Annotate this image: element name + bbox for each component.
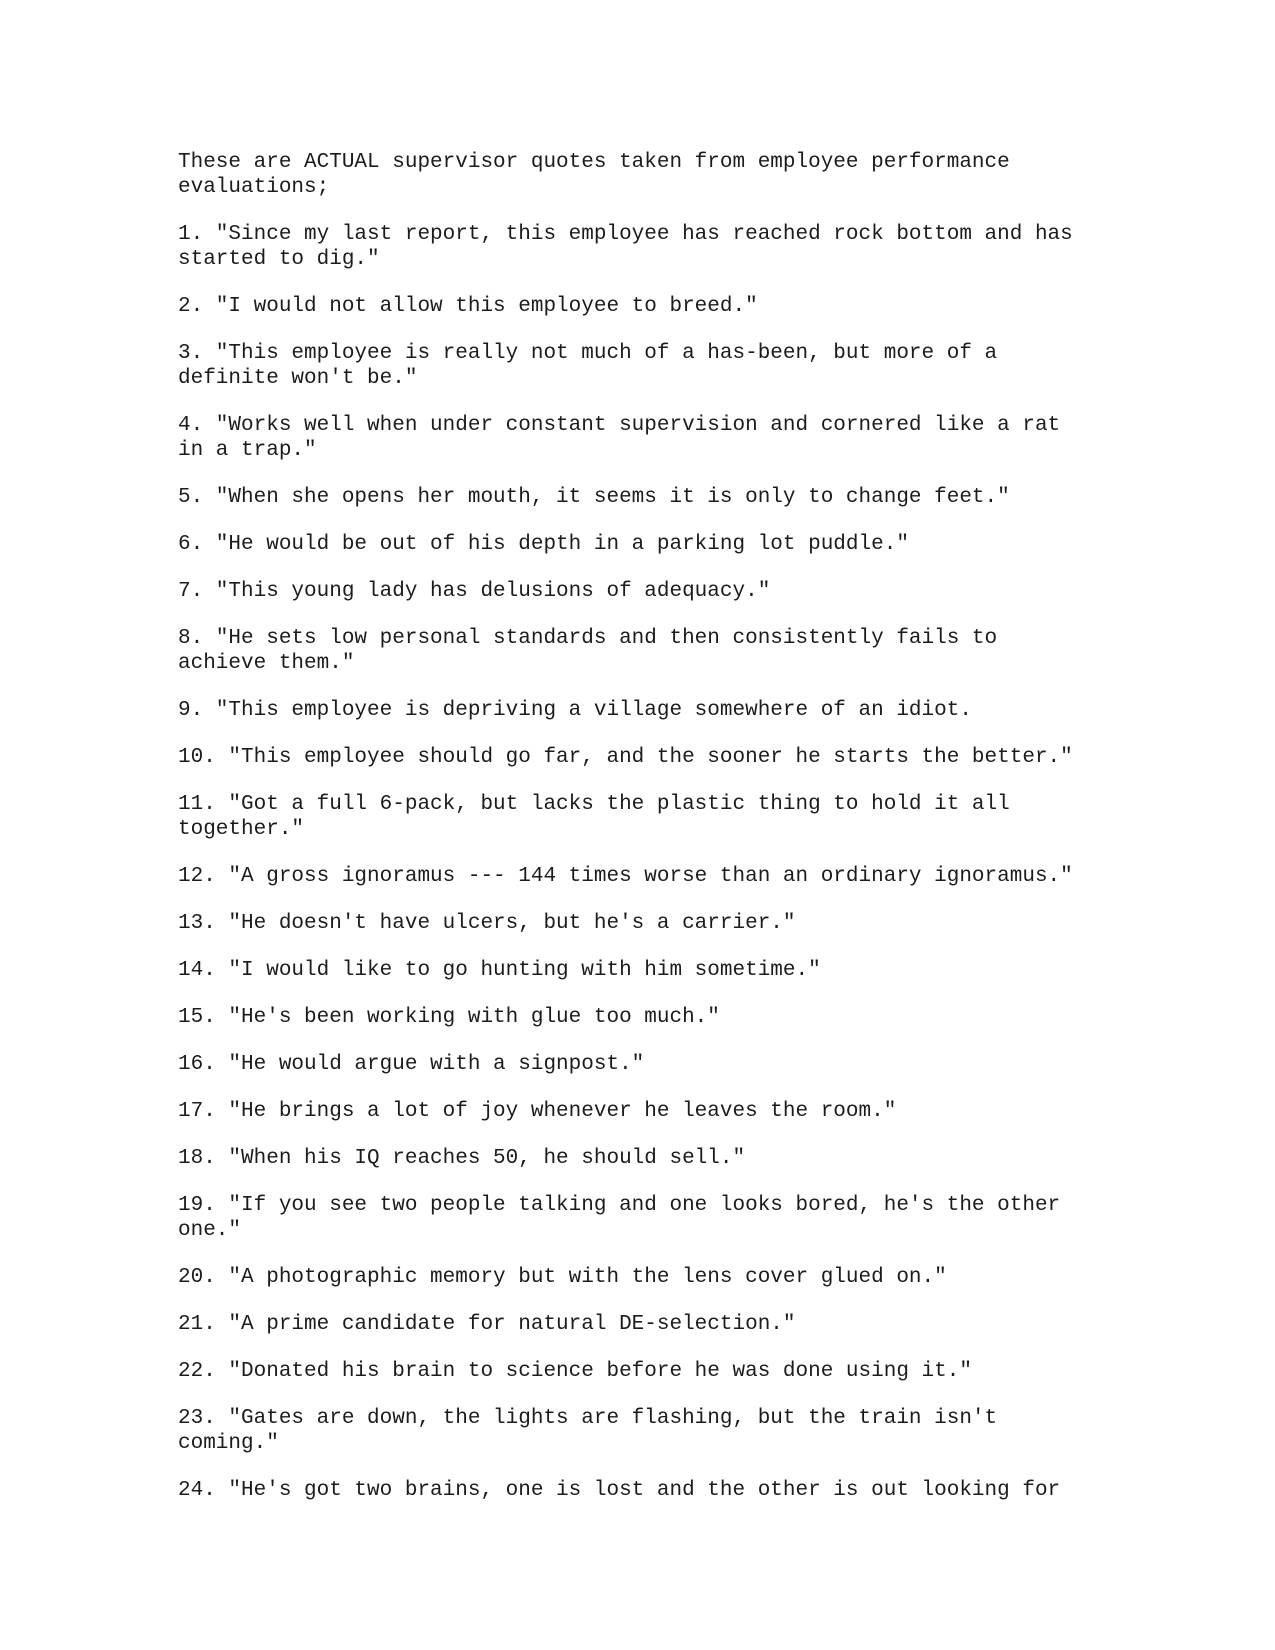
quote-item: 10. "This employee should go far, and the sooner he starts the better." (178, 746, 1073, 769)
quote-item: 14. "I would like to go hunting with him sometime." (178, 959, 821, 982)
quote-item: 15. "He's been working with glue too much." (178, 1006, 720, 1029)
quote-item: 11. "Got a full 6-pack, but lacks the plastic thing to hold it all together." (178, 793, 1010, 841)
quote-item: 24. "He's got two brains, one is lost and the other is out looking for (178, 1479, 1061, 1502)
quotes-list (178, 222, 1080, 1503)
quote-item: 2. "I would not allow this employee to breed." (178, 295, 758, 318)
quote-item: 12. "A gross ignoramus --- 144 times worse than an ordinary ignoramus." (178, 865, 1073, 888)
quote-item: 21. "A prime candidate for natural DE-selection." (178, 1313, 796, 1336)
quote-item: 23. "Gates are down, the lights are flashing, but the train isn't coming." (178, 1407, 998, 1455)
quote-item: 17. "He brings a lot of joy whenever he leaves the room." (178, 1100, 897, 1123)
quote-item: 1. "Since my last report, this employee has reached rock bottom and has started to dig." (178, 223, 1073, 271)
quote-item: 16. "He would argue with a signpost." (178, 1053, 645, 1076)
quote-item: 20. "A photographic memory but with the lens cover glued on." (178, 1266, 947, 1289)
quote-item: 3. "This employee is really not much of a has-been, but more of a definite won't be." (178, 342, 998, 390)
quote-item: 4. "Works well when under constant supervision and cornered like a rat in a trap." (178, 414, 1061, 462)
quote-item: 18. "When his IQ reaches 50, he should sell." (178, 1147, 746, 1170)
quote-item: 8. "He sets low personal standards and then consistently fails to achieve them." (178, 627, 998, 675)
quote-item: 22. "Donated his brain to science before he was done using it." (178, 1360, 972, 1383)
quote-item: 5. "When she opens her mouth, it seems it is only to change feet." (178, 486, 1010, 509)
quote-item: 19. "If you see two people talking and one looks bored, he's the other one." (178, 1194, 1061, 1242)
intro-paragraph: These are ACTUAL supervisor quotes taken from employee performance evaluations; (178, 151, 1010, 199)
quote-item: 6. "He would be out of his depth in a parking lot puddle." (178, 533, 909, 556)
quote-item: 13. "He doesn't have ulcers, but he's a carrier." (178, 912, 796, 935)
quote-item: 7. "This young lady has delusions of adequacy." (178, 580, 771, 603)
quote-item: 9. "This employee is depriving a village somewhere of an idiot. (178, 699, 972, 722)
